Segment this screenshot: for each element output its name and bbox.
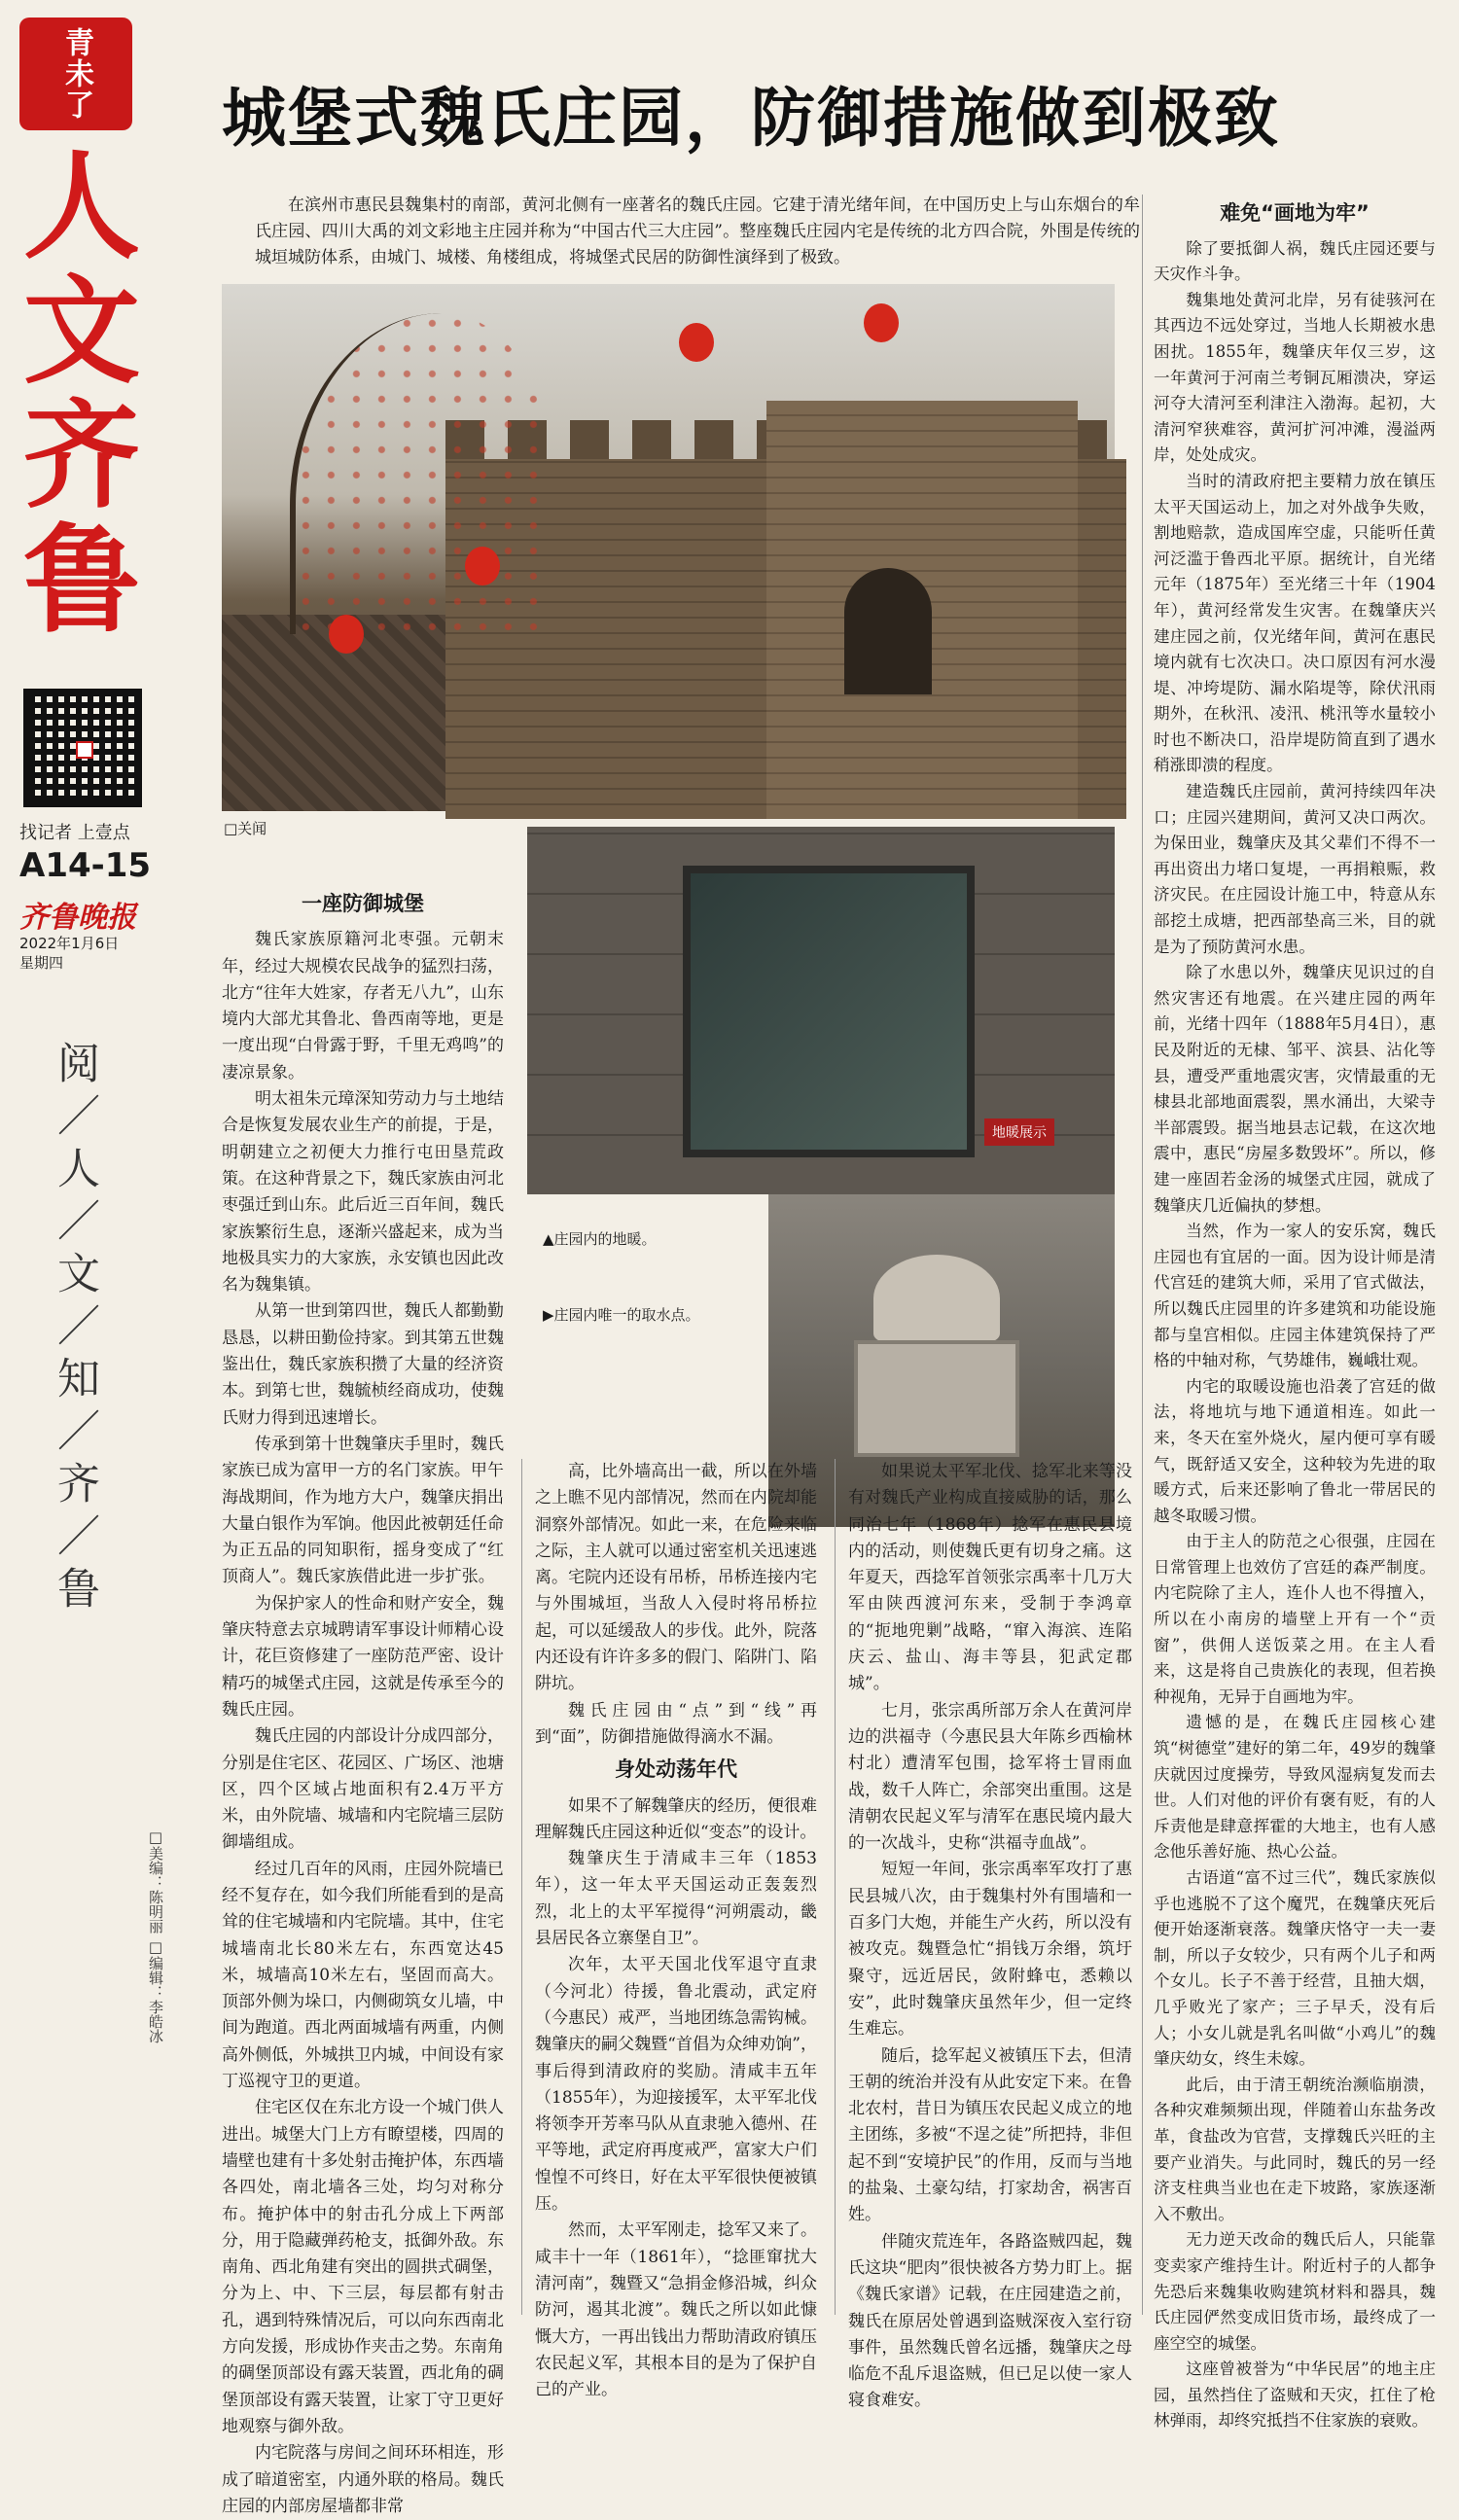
lantern-icon xyxy=(329,615,364,654)
paragraph: 次年，太平天国北伐军退守直隶（今河北）待援，鲁北震动，武定府（今惠民）戒严，当地团练急需钩械。魏肇庆的嗣父魏暨“首倡为众绅劝饷”，事后得到清政府的奖励。清咸丰五年（1855年），为迎接援军，太平军北伐将领李开芳率马队从直隶驰入德州、茌平等地，武定府再度戒严，富家大户们惶惶不可终日，好在太平军很快便被镇压。 xyxy=(535,1955,817,2215)
paragraph: 传承到第十世魏肇庆手里时，魏氏家族已成为富甲一方的名门家族。甲午海战期间，作为地方大户，魏肇庆捐出大量白银作为军饷。他因此被朝廷任命为正五品的同知职衔，摇身变成了“红顶商人”。魏氏家族借此进一步扩张。 xyxy=(222,1434,504,1587)
vertical-slogan: 阅／人／文／知／齐／鲁 xyxy=(50,1041,99,1618)
masthead-rail xyxy=(0,0,160,2348)
headline: 城堡式魏氏庄园，防御措施做到极致 xyxy=(222,81,1280,156)
paragraph: 短短一年间，张宗禹率军攻打了惠民县城八次，由于魏集村外有围墙和一百多门大炮，并能生产火药，所以没有被攻克。魏暨急忙“捐钱万余缗，筑圩聚守，远近居民，敛附蜂屯，悉赖以安”，此时魏肇庆虽然年少，但一定终生难忘。 xyxy=(848,1860,1132,2040)
paragraph: 当然，作为一家人的安乐窝，魏氏庄园也有宜居的一面。因为设计师是清代宫廷的建筑大师，采用了官式做法，所以魏氏庄园里的许多建筑和功能设施都与皇宫相似。庄园主体建筑保持了严格的中轴对称，气势雄伟，巍峨壮观。 xyxy=(1154,1222,1436,1370)
paragraph: 经过几百年的风雨，庄园外院墙已经不复存在，如今我们所能看到的是高耸的住宅城墙和内宅院墙。其中，住宅城墙南北长80米左右，东西宽达45米，城墙高10米左右，坚固而高大。顶部外侧为垛口，内侧砌筑女儿墙，中间为跑道。西北两面城墙有两重，内侧高外侧低，外城拱卫内城，中间设有家丁巡视守卫的更道。 xyxy=(222,1859,504,2092)
paragraph: 内宅院落与房间之间环环相连，形成了暗道密室，内通外联的格局。魏氏庄园的内部房屋墙都非常 xyxy=(222,2443,504,2516)
paragraph: 除了水患以外，魏肇庆见识过的自然灾害还有地震。在兴建庄园的两年前，光绪十四年（1888年5月4日），惠民及附近的无棣、邹平、滨县、沾化等县，遭受严重地震灾害，灾情最重的无棣县北部地面震裂，黑水涌出，大梁寺半部震毁。据当地县志记载，在这次地震中，惠民“房屋多数毁坏”。所以，修建一座固若金汤的城堡式庄园，就成了魏肇庆几近偏执的梦想。 xyxy=(1154,963,1436,1215)
qr-center-logo xyxy=(76,741,93,759)
date-text: 2022年1月6日 xyxy=(19,935,120,952)
stone-trough xyxy=(854,1340,1019,1457)
floor-heating-photo xyxy=(527,827,1115,1194)
article-column-1 xyxy=(222,885,504,2520)
paragraph: 为保护家人的性命和财产安全，魏肇庆特意去京城聘请军事设计师精心设计，花巨资修建了一座防范严密、设计精巧的城堡式庄园，这就是传承至今的魏氏庄园。 xyxy=(222,1593,504,1720)
paragraph: 住宅区仅在东北方设一个城门供人进出。城堡大门上方有瞭望楼，四周的墙壁也建有十多处射击掩护体，东西墙各四处，南北墙各三处，均匀对称分布。掩护体中的射击孔分成上下两部分，用于隐藏弹药枪支，抵御外敌。东南角、西北角建有突出的圆拱式碉堡，分为上、中、下三层，每层都有射击孔，遇到特殊情况后，可以向东西南北方向发援，形成协作夹击之势。东南角的碉堡顶部设有露天装置，西北角的碉堡顶部设有露天装置，让家丁守卫更好地观察与御外敌。 xyxy=(222,2098,504,2436)
section-title: 人文齐鲁 xyxy=(23,140,140,649)
editor-credits: □美编：陈明丽 □编辑：李皓冰 xyxy=(147,1828,164,2043)
weekday-text: 星期四 xyxy=(19,954,64,972)
lantern-icon xyxy=(679,323,714,362)
glass-pit xyxy=(683,866,975,1157)
section-heading: 难免“画地为牢” xyxy=(1220,201,1370,225)
paper-logo xyxy=(19,18,132,130)
pit-sign: 地暖展示 xyxy=(984,1118,1054,1146)
lantern-icon xyxy=(864,303,899,342)
caption-floor-heating: ▲庄园内的地暖。 xyxy=(543,1230,657,1248)
paragraph: 高，比外墙高出一截，所以在外墙之上瞧不见内部情况，然而在内院却能洞察外部情况。如此一来，在危险来临之际，主人就可以通过密室机关迅速逃离。宅院内还设有吊桥，吊桥连接内宅与外围城垣，当敌人入侵时将吊桥拉起，可以延缓敌人的步伐。此外，院落内还设有许许多多的假门、陷阱门、陷阱坑。 xyxy=(535,1462,817,1694)
well-head xyxy=(873,1255,1000,1342)
article-column-3 xyxy=(848,1459,1132,2415)
castle-photo xyxy=(222,284,1115,811)
paragraph: 魏集地处黄河北岸，另有徒骇河在其西边不远处穿过，当地人长期被水患困扰。1855年，魏肇庆年仅三岁，这一年黄河于河南兰考铜瓦厢溃决，穿运河夺大清河至利津注入渤海。起初，大清河窄狭难容，黄河扩河冲滩，漫溢两岸，处处成灾。 xyxy=(1154,290,1436,465)
paragraph: 魏氏家族原籍河北枣强。元朝末年，经过大规模农民战争的猛烈扫荡，北方“往年大姓家，存者无八九”，山东境内大部尤其鲁北、鲁西南等地，更是一度出现“白骨露于野，千里无鸡鸣”的凄凉景象。 xyxy=(222,930,504,1083)
column-divider xyxy=(1142,195,1143,2315)
qr-code-icon[interactable] xyxy=(23,689,142,807)
article-column-2 xyxy=(535,1459,817,2403)
paragraph: 明太祖朱元璋深知劳动力与土地结合是恢复发展农业生产的前提，于是，明朝建立之初便大力推行屯田垦荒政策。在这种背景之下，魏氏家族由河北枣强迁到山东。此后近三百年间，魏氏家族繁衍生息，逐渐兴盛起来，成为当地极具实力的大家族，永安镇也因此改名为魏集镇。 xyxy=(222,1089,504,1295)
caption-well: ▶庄园内唯一的取水点。 xyxy=(543,1306,700,1324)
section-heading: 身处动荡年代 xyxy=(615,1757,737,1782)
lantern-icon xyxy=(465,547,500,586)
gate-arch xyxy=(844,568,932,694)
paragraph: 魏肇庆生于清咸丰三年（1853年），这一年太平天国运动正轰轰烈烈，北上的太平军搅得“河朔震动，畿县居民各立寨堡自卫”。 xyxy=(535,1849,817,1949)
article-column-4 xyxy=(1154,195,1436,2434)
reporter-line: 找记者 上壹点 xyxy=(19,823,130,843)
paragraph: 此后，由于清王朝统治濒临崩溃，各种灾难频频出现，伴随着山东盐务改革，食盐改为官营，支撑魏氏兴旺的主要产业消失。与此同时，魏氏的另一经济支柱典当业也在走下坡路，家族逐渐入不敷出。 xyxy=(1154,2075,1436,2223)
paragraph: 伴随灾荒连年，各路盗贼四起，魏氏这块“肥肉”很快被各方势力盯上。据《魏氏家谱》记载，在庄园建造之前，魏氏在原居处曾遇到盗贼深夜入室行窃事件，虽然魏氏曾名远播，魏肇庆之母临危不乱斥退盗贼，但已足以使一家人寝食难安。 xyxy=(848,2231,1132,2411)
paragraph: 古语道“富不过三代”，魏氏家族似乎也逃脱不了这个魔咒，在魏肇庆死后便开始逐渐衰落。魏肇庆恪守一夫一妻制，所以子女较少，只有两个儿子和两个女儿。长子不善于经营，且抽大烟，几乎败光了家产；三子早夭，没有后人；小女儿就是乳名叫做“小鸡儿”的魏肇庆幼女，终生未嫁。 xyxy=(1154,1868,1436,2069)
paragraph: 由于主人的防范之心很强，庄园在日常管理上也效仿了宫廷的森严制度。内宅院除了主人，连仆人也不得擅入，所以在小南房的墙壁上开有一个“贡窗”，供佣人送饭菜之用。在主人看来，这是将自己贵族化的表现，但若换种视角，无异于自画地为牢。 xyxy=(1154,1532,1436,1706)
paragraph: 如果说太平军北伐、捻军北来等没有对魏氏产业构成直接威胁的话，那么同治七年（1868年）捻军在惠民县境内的活动，则使魏氏更有切身之痛。这年夏天，西捻军首领张宗禹率十几万大军由陕西渡河东来，受制于李鸿章的“扼地兜剿”战略，“窜入海滨、连陷庆云、盐山、海丰等县，犯武定郡城”。 xyxy=(848,1462,1132,1694)
paragraph: 当时的清政府把主要精力放在镇压太平天国运动上，加之对外战争失败，割地赔款，造成国库空虚，只能听任黄河泛滥于鲁西北平原。据统计，自光绪元年（1875年）至光绪三十年（1904年），黄河经常发生灾害。在魏肇庆兴建庄园之前，仅光绪年间，黄河在惠民境内就有七次决口。决口原因有河水漫堤、冲垮堤防、漏水陷堤等，除伏汛雨期外，在秋汛、凌汛、桃汛等水量较小时也不断决口，沿岸堤防简直到了遇水稍涨即溃的程度。 xyxy=(1154,471,1436,775)
paragraph: 如果不了解魏肇庆的经历，便很难理解魏氏庄园这种近似“变态”的设计。 xyxy=(535,1795,817,1842)
paragraph: 随后，捻军起义被镇压下去，但清王朝的统治并没有从此安定下来。在鲁北农村，昔日为镇压农民起义成立的地主团练，多被“不逞之徒”所把持，非但起不到“安境护民”的作用，反而与当地的盐枭、土豪勾结，打家劫舍，祸害百姓。 xyxy=(848,2045,1132,2225)
paragraph: 内宅的取暖设施也沿袭了宫廷的做法，将地坑与地下通道相连。如此一来，冬天在室外烧火，屋内便可享有暖气，既舒适又安全，这种较为先进的取暖方式，后来还影响了鲁北一带居民的越冬取暖习惯。 xyxy=(1154,1376,1436,1525)
paragraph: 然而，太平军刚走，捻军又来了。咸丰十一年（1861年），“捻匪窜扰大清河南”，魏暨又“急捐金修沿城，纠众防河，遏其北渡”。魏氏之所以如此慷慨大方，一再出钱出力帮助清政府镇压农民起义军，其根本目的是为了保护自己的产业。 xyxy=(535,2220,817,2400)
photo-credit: □关闻 xyxy=(224,820,267,837)
column-divider xyxy=(835,1459,836,2315)
paper-name: 齐鲁晚报 xyxy=(19,901,136,935)
page-number: A14-15 xyxy=(19,846,152,885)
tree xyxy=(290,313,543,634)
paragraph: 无力逆天改命的魏氏后人，只能靠变卖家产维持生计。附近村子的人都争先恐后来魏集收购建筑材料和器具，魏氏庄园俨然变成旧货市场，最终成了一座空空的城堡。 xyxy=(1154,2230,1436,2353)
paragraph: 遗憾的是，在魏氏庄园核心建筑“树德堂”建好的第二年，49岁的魏肇庆就因过度操劳，导致风湿病复发而去世。人们对他的评价有褒有贬，有的人斥责他是肆意挥霍的大地主，也有人感念他乐善好施、热心公益。 xyxy=(1154,1713,1436,1862)
lead-paragraph: 在滨州市惠民县魏集村的南部，黄河北侧有一座著名的魏氏庄园。它建于清光绪年间，在中国历史上与山东烟台的牟氏庄园、四川大禹的刘文彩地主庄园并称为“中国古代三大庄园”。整座魏氏庄园内宅是传统的北方四合院，外围是传统的城垣城防体系，由城门、城楼、角楼组成，将城堡式民居的防御性演绎到了极致。 xyxy=(255,195,1140,267)
issue-date xyxy=(19,934,119,973)
column-divider xyxy=(521,1459,522,2315)
paragraph: 建造魏氏庄园前，黄河持续四年决口；庄园兴建期间，黄河又决口两次。为保田业，魏肇庆及其父辈们不得不一再出资出力堵口复堤，一再捐粮赈，救济灾民。在庄园设计施工中，特意从东部挖土成塘，把西部垫高三米，目的就是为了预防黄河水患。 xyxy=(1154,782,1436,956)
paragraph: 除了要抵御人祸，魏氏庄园还要与天灾作斗争。 xyxy=(1154,238,1436,284)
logo-text: 青未了 xyxy=(59,27,93,121)
paragraph: 从第一世到第四世，魏氏人都勤勤恳恳，以耕田勤俭持家。到其第五世魏鉴出仕，魏氏家族积攒了大量的经济资本。到第七世，魏毓桢经商成功，使魏氏财力得到迅速增长。 xyxy=(222,1301,504,1428)
section-heading: 一座防御城堡 xyxy=(302,892,424,915)
paragraph: 这座曾被誉为“中华民居”的地主庄园，虽然挡住了盗贼和天灾，扛住了枪林弹雨，却终究抵挡不住家族的衰败。 xyxy=(1154,2360,1436,2431)
paragraph: 魏氏庄园由“点”到“线”再到“面”，防御措施做得滴水不漏。 xyxy=(535,1700,817,1747)
paragraph: 魏氏庄园的内部设计分成四部分，分别是住宅区、花园区、广场区、池塘区，四个区域占地面积有2.4万平方米，由外院墙、城墙和内宅院墙三层防御墙组成。 xyxy=(222,1726,504,1853)
paragraph: 七月，张宗禹所部万余人在黄河岸边的洪福寺（今惠民县大年陈乡西榆林村北）遭清军包围，捻军将士冒雨血战，数千人阵亡，余部突出重围。这是清朝农民起义军与清军在惠民境内最大的一次战斗，史称“洪福寺血战”。 xyxy=(848,1700,1132,1854)
